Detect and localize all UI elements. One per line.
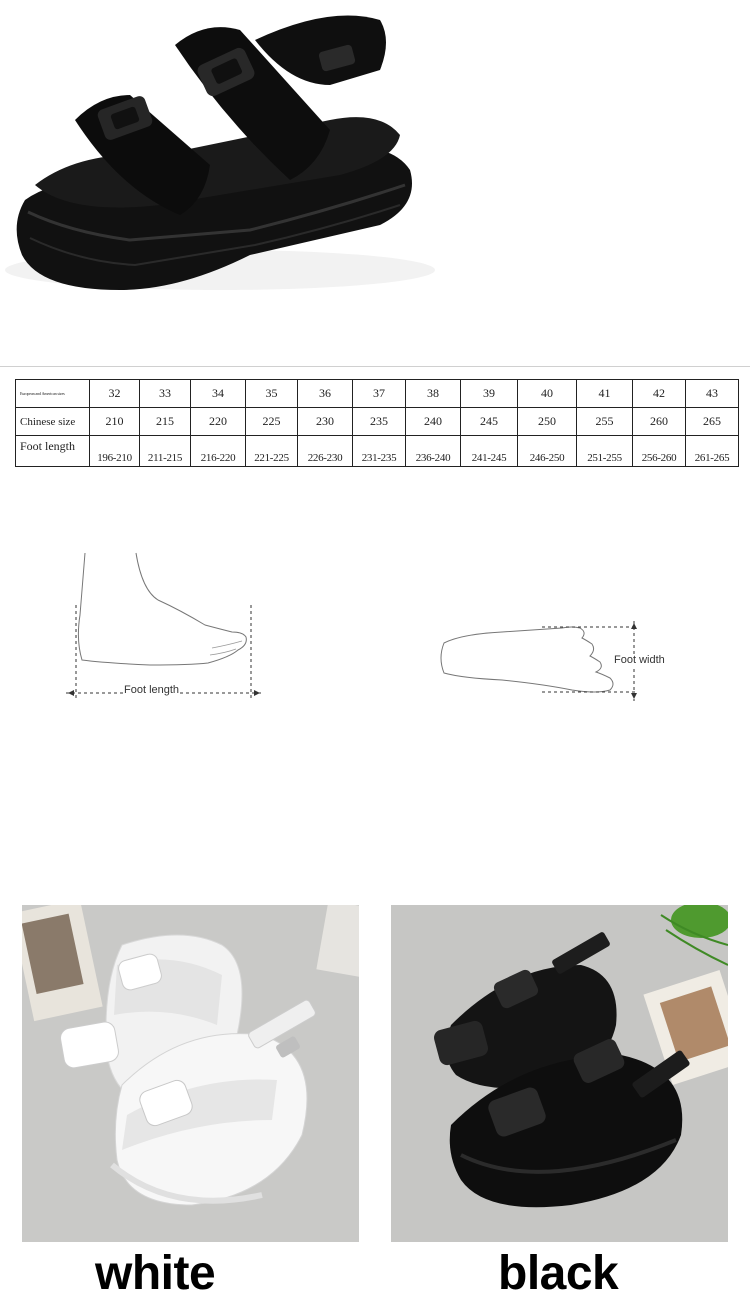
foot-length-cell: 251-255 [577,436,633,467]
eu-size-cell: 36 [298,380,353,408]
cn-size-cell: 265 [686,408,739,436]
cn-size-cell: 235 [353,408,406,436]
eu-size-cell: 34 [191,380,246,408]
foot-length-cell: 196-210 [90,436,140,467]
cn-size-cell: 260 [633,408,686,436]
eu-size-cell: 41 [577,380,633,408]
size-row-foot [16,436,739,467]
white-variant-image [22,905,359,1242]
foot-length-cell: 221-225 [246,436,298,467]
cn-size-cell: 240 [406,408,461,436]
eu-size-cell: 39 [461,380,518,408]
eu-size-cell: 35 [246,380,298,408]
hero-product-image [0,0,750,362]
cn-size-cell: 215 [140,408,191,436]
size-row-eu [16,380,739,408]
foot-length-cell: 241-245 [461,436,518,467]
foot-length-cell: 231-235 [353,436,406,467]
size-chart-table [15,379,739,467]
foot-width-label: Foot width [614,654,665,666]
foot-length-cell: 246-250 [518,436,577,467]
cn-size-cell: 250 [518,408,577,436]
size-row-cn [16,408,739,436]
header-chinese-size: Chinese size [16,408,90,436]
foot-length-diagram [60,545,280,705]
foot-length-cell: 261-265 [686,436,739,467]
header-foot-length: Foot length [16,436,90,467]
section-divider [0,366,750,367]
foot-length-cell: 236-240 [406,436,461,467]
black-variant-image [391,905,728,1242]
foot-length-cell: 216-220 [191,436,246,467]
cn-size-cell: 230 [298,408,353,436]
cn-size-cell: 225 [246,408,298,436]
foot-length-cell: 211-215 [140,436,191,467]
foot-length-label: Foot length [124,684,180,696]
eu-size-cell: 38 [406,380,461,408]
eu-size-cell: 33 [140,380,191,408]
eu-size-cell: 42 [633,380,686,408]
cn-size-cell: 210 [90,408,140,436]
black-color-label: black [498,1247,619,1300]
foot-length-cell: 256-260 [633,436,686,467]
eu-size-cell: 32 [90,380,140,408]
cn-size-cell: 220 [191,408,246,436]
eu-size-cell: 40 [518,380,577,408]
eu-size-cell: 37 [353,380,406,408]
cn-size-cell: 245 [461,408,518,436]
eu-size-cell: 43 [686,380,739,408]
white-color-label: white [95,1247,216,1300]
header-eu-sizes: European and American sizes [16,380,90,408]
cn-size-cell: 255 [577,408,633,436]
foot-length-cell: 226-230 [298,436,353,467]
